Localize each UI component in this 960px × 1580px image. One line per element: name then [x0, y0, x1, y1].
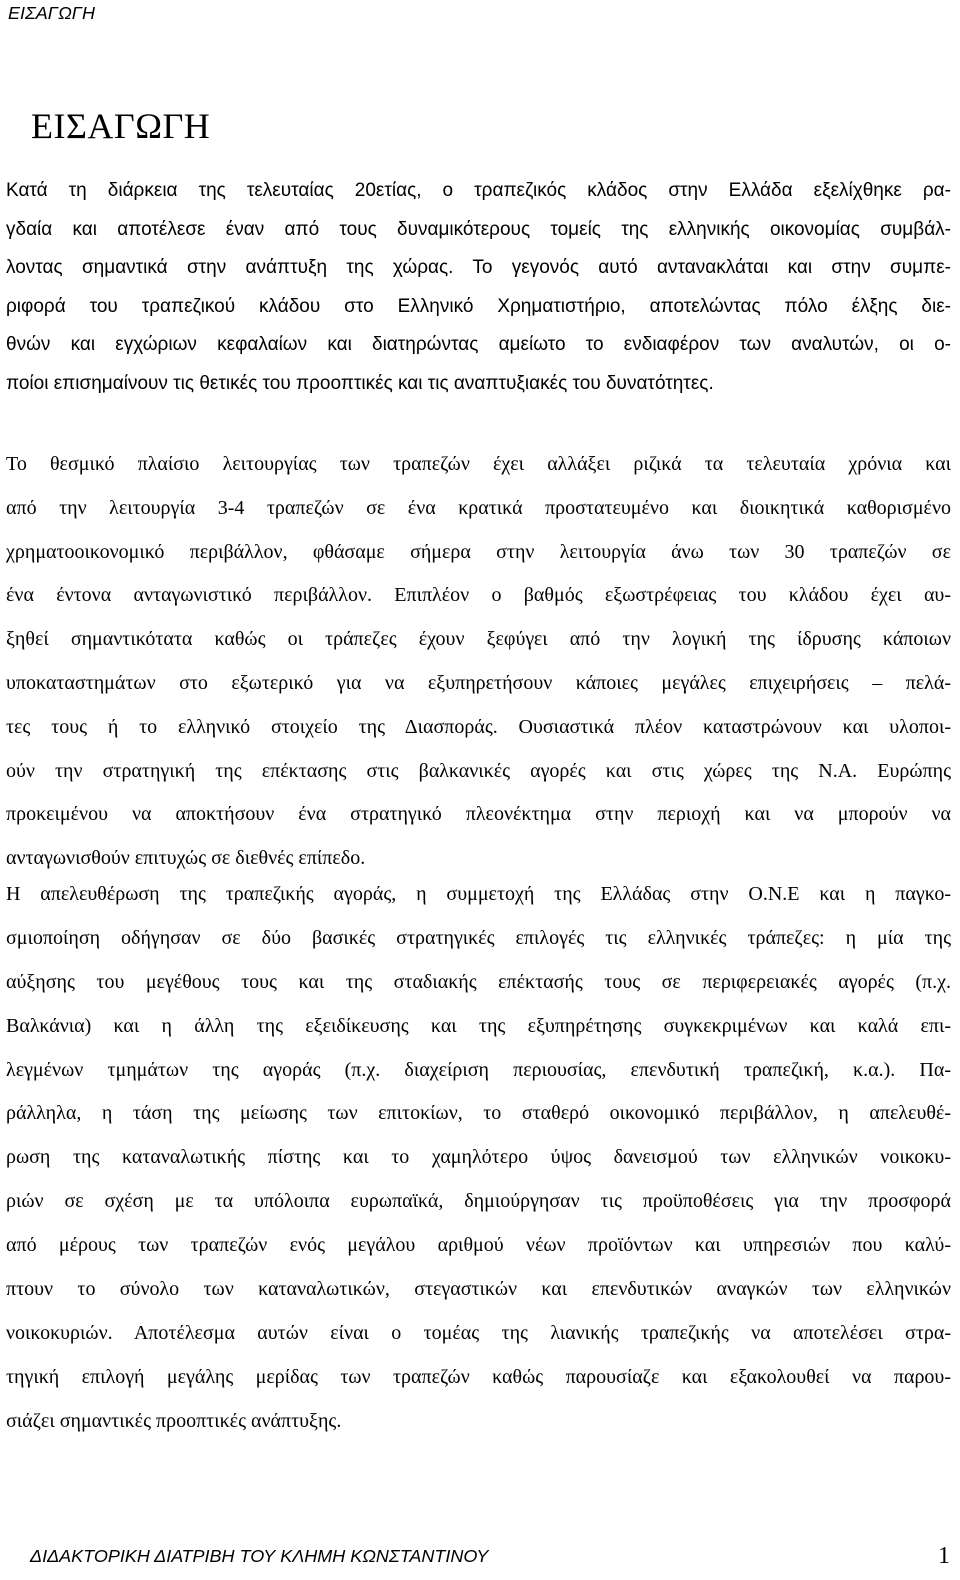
paragraph-line: λεγμένων τμημάτων της αγοράς (π.χ. διαχείριση περιουσίας, επενδυτική τραπεζική, κ.α.). Πα-	[6, 1058, 951, 1081]
paragraph-line: ριφορά του τραπεζικού κλάδου στο Ελληνικό Χρηματιστήριο, αποτελώντας πόλο έλξης διε-	[6, 295, 951, 317]
paragraph-line: ριών σε σχέση με τα υπόλοιπα ευρωπαϊκά, δημιούργησαν τις προϋποθέσεις για την προσφορά	[6, 1190, 951, 1213]
paragraph-line: ράλληλα, η τάση της μείωσης των επιτοκίων, το σταθερό οικονομικό περιβάλλον, η απελευθέ-	[6, 1102, 951, 1125]
paragraph-line: γδαία και αποτέλεσε έναν από τους δυναμικότερους τομείς της ελληνικής οικονομίας συμβάλ-	[6, 218, 951, 240]
paragraph-line: από την λειτουργία 3-4 τραπεζών σε ένα κρατικά προστατευμένο και διοικητικά καθορισμένο	[6, 496, 951, 519]
paragraph-line: σμιοποίηση οδήγησαν σε δύο βασικές στρατηγικές επιλογές τις ελληνικές τράπεζες: η μία της	[6, 926, 951, 949]
paragraph-line: τηγική επιλογή μεγάλης μερίδας των τραπεζών καθώς παρουσίαζε και εξακολουθεί να παρου-	[6, 1365, 951, 1388]
paragraph-2	[6, 443, 951, 881]
paragraph-line: Βαλκάνια) και η άλλη της εξειδίκευσης και της εξυπηρέτησης συγκεκριμένων και καλά επι-	[6, 1014, 951, 1037]
paragraph-3	[6, 873, 951, 1444]
running-header: ΕΙΣΑΓΩΓΗ	[8, 3, 96, 23]
paragraph-1	[6, 172, 951, 403]
paragraph-line: προκειμένου να αποκτήσουν ένα στρατηγικό πλεονέκτημα στην περιοχή και να μπορούν να	[6, 803, 951, 826]
paragraph-line: χρηματοοικονομικό περιβάλλον, φθάσαμε σήμερα στην λειτουργία άνω των 30 τραπεζών σε	[6, 540, 951, 563]
paragraph-line: ξηθεί σημαντικότατα καθώς οι τράπεζες έχουν ξεφύγει από την λογική της ίδρυσης κάποιων	[6, 628, 951, 651]
paragraph-line: ανταγωνισθούν επιτυχώς σε διεθνές επίπεδο.	[6, 847, 366, 870]
paragraph-line: τες τους ή το ελληνικό στοιχείο της Διασποράς. Ουσιαστικά πλέον καταστρώνουν και υλοποι-	[6, 715, 951, 738]
paragraph-line: αύξησης του μεγέθους τους και της σταδιακής επέκτασής τους σε περιφερειακές αγορές (π.χ.	[6, 970, 951, 993]
paragraph-line: υποκαταστημάτων στο εξωτερικό για να εξυπηρετήσουν κάποιες μεγάλες επιχειρήσεις – πελά-	[6, 671, 951, 694]
paragraph-line: θνών και εγχώριων κεφαλαίων και διατηρώντας αμείωτο το ενδιαφέρον των αναλυτών, οι ο-	[6, 334, 951, 355]
paragraph-line: πτουν το σύνολο των καταναλωτικών, στεγαστικών και επενδυτικών αναγκών των ελληνικών	[6, 1278, 951, 1301]
footer-author-line: ΔΙΔΑΚΤΟΡΙΚΗ ΔΙΑΤΡΙΒΗ ΤΟΥ ΚΛΗΜΗ ΚΩΝΣΤΑΝΤΙΝΟΥ	[30, 1546, 489, 1566]
paragraph-line: σιάζει σημαντικές προοπτικές ανάπτυξης.	[6, 1409, 342, 1432]
paragraph-line: ποίοι επισημαίνουν τις θετικές του προοπτικές και τις αναπτυξιακές του δυνατότητες.	[6, 372, 714, 394]
paragraph-line: νοικοκυριών. Αποτέλεσμα αυτών είναι ο τομέας της λιανικής τραπεζικής να αποτελέσει στρα-	[6, 1321, 951, 1344]
chapter-title: ΕΙΣΑΓΩΓΗ	[31, 106, 211, 146]
paragraph-line: ούν την στρατηγική της επέκτασης στις βαλκανικές αγορές και στις χώρες της Ν.Α. Ευρώπης	[6, 759, 951, 782]
paragraph-line: από μέρους των τραπεζών ενός μεγάλου αριθμού νέων προϊόντων και υπηρεσιών που καλύ-	[6, 1234, 951, 1257]
paragraph-line: ένα έντονα ανταγωνιστικό περιβάλλον. Επιπλέον ο βαθμός εξωστρέφειας του κλάδου έχει αυ-	[6, 584, 951, 607]
page-number: 1	[938, 1543, 950, 1569]
paragraph-line: λοντας σημαντικά στην ανάπτυξη της χώρας. Το γεγονός αυτό αντανακλάται και στην συμπε-	[6, 257, 951, 278]
paragraph-line: Κατά τη διάρκεια της τελευταίας 20ετίας, ο τραπεζικός κλάδος στην Ελλάδα εξελίχθηκε ρα-	[6, 180, 951, 201]
paragraph-line: Το θεσμικό πλαίσιο λειτουργίας των τραπεζών έχει αλλάξει ριζικά τα τελευταία χρόνια και	[6, 453, 951, 475]
paragraph-line: Η απελευθέρωση της τραπεζικής αγοράς, η συμμετοχή της Ελλάδας στην Ο.Ν.Ε και η παγκο-	[6, 883, 951, 905]
paragraph-line: ρωση της καταναλωτικής πίστης και το χαμηλότερο ύψος δανεισμού των ελληνικών νοικοκυ-	[6, 1146, 951, 1169]
